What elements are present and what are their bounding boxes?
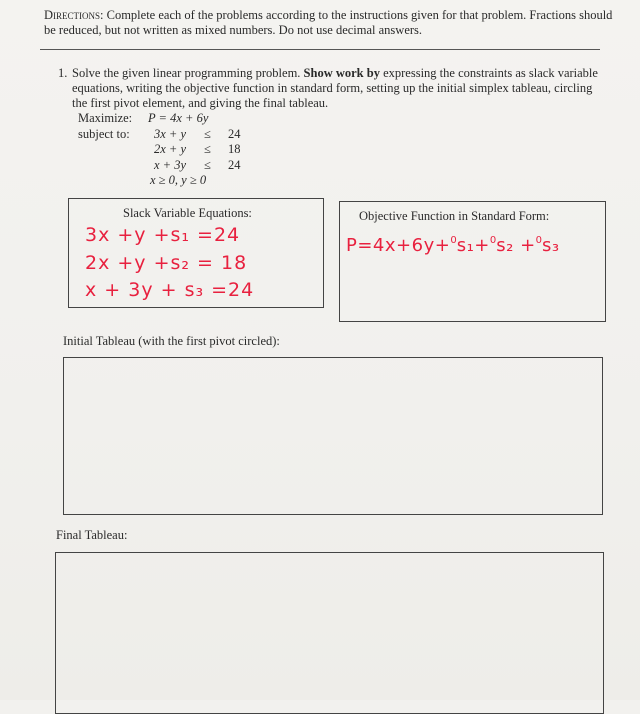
objective-standard-form-box[interactable]: [339, 201, 606, 322]
divider-rule: [40, 49, 600, 50]
directions-label: Directions:: [44, 8, 104, 22]
zero-coefficient: 0: [450, 235, 457, 246]
objective-main-terms: P=4x+6y+: [346, 235, 451, 256]
constraint-rhs: 18: [228, 142, 241, 156]
problem-number: 1.: [58, 66, 68, 80]
constraint-relation: ≤: [204, 126, 211, 141]
final-tableau-box[interactable]: [55, 552, 604, 714]
nonnegativity-constraint: x ≥ 0, y ≥ 0: [150, 173, 207, 187]
initial-tableau-box[interactable]: [63, 357, 603, 515]
initial-tableau-caption: Initial Tableau (with the first pivot circled):: [63, 334, 280, 348]
constraint-relation: ≤: [204, 142, 211, 156]
objective-s1-term: s₁+: [456, 235, 490, 256]
handwritten-slack-equation: 3x +y +s₁ =24: [85, 224, 241, 246]
objective-s3-term: s₃: [542, 235, 560, 256]
constraint-rhs: 24: [228, 157, 241, 172]
subject-to-label: subject to:: [78, 126, 130, 141]
directions-text: [44, 8, 614, 38]
problem-1-instructions: [58, 66, 603, 111]
constraint-expression: 3x + y: [154, 126, 187, 141]
problem-text: [72, 66, 603, 111]
zero-coefficient: 0: [489, 235, 497, 246]
final-tableau-caption: Final Tableau:: [56, 528, 128, 542]
objective-expression: P = 4x + 6y: [148, 111, 209, 125]
slack-box-title: Slack Variable Equations:: [123, 206, 252, 220]
problem-text-part-1: Solve the given linear programming problem.: [72, 66, 304, 80]
problem-text-bold: Show work by: [303, 66, 380, 80]
handwritten-objective: [346, 235, 560, 256]
constraint-expression: 2x + y: [154, 142, 187, 156]
directions-body: Complete each of the problems according to the instructions given for that problem. Fractions should be reduced, but not written as mixed numbers. Do not use decimal answers.: [44, 8, 613, 37]
objective-s2-term: s₂ +: [496, 235, 536, 256]
handwritten-slack-equation: 2x +y +s₂ = 18: [85, 252, 248, 274]
zero-coefficient: 0: [535, 235, 543, 246]
maximize-label: Maximize:: [78, 111, 133, 125]
handwritten-slack-equation: x + 3y + s₃ =24: [85, 279, 255, 301]
constraint-rhs: 24: [228, 126, 241, 141]
constraint-relation: ≤: [204, 157, 211, 172]
constraint-expression: x + 3y: [154, 157, 187, 172]
problem-text-part-2: expressing the constraints as slack variable equations, writing the objective function in standard form, setting up the initial simplex tableau, circling the first pivot element, and giving the final tableau.: [72, 66, 598, 110]
objective-box-title: Objective Function in Standard Form:: [359, 209, 550, 223]
slack-equations-box[interactable]: [68, 198, 324, 308]
